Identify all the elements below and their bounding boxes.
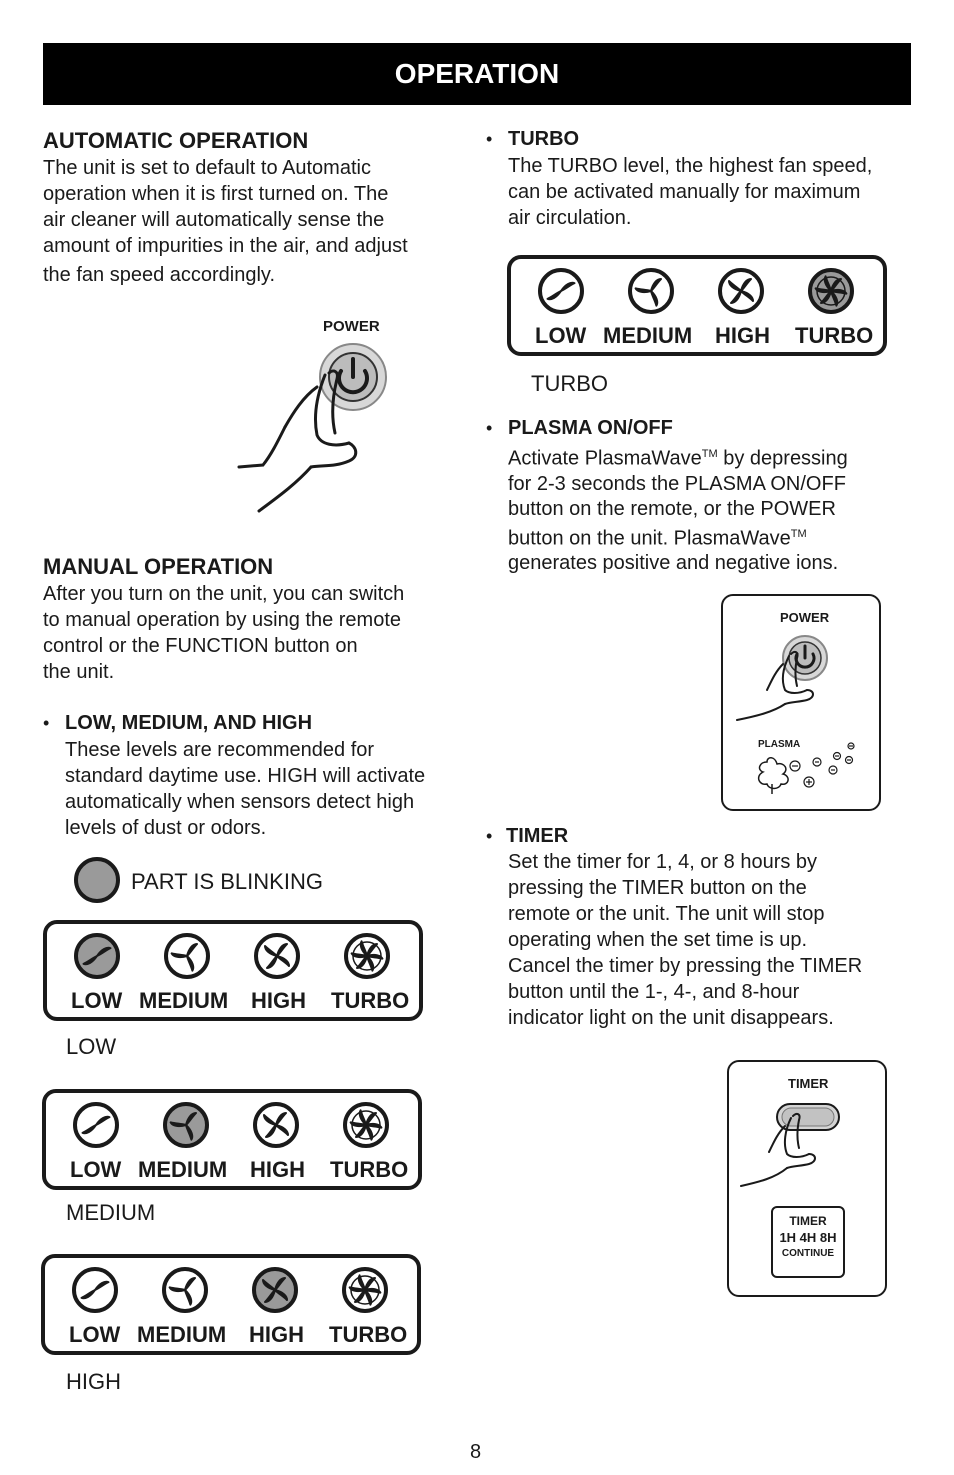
- turbo-fan-label: TURBO: [330, 1157, 409, 1182]
- high-fan-indicator: [253, 932, 301, 985]
- medium-fan-indicator: [163, 932, 211, 985]
- timer-display-panel: [771, 1206, 845, 1278]
- plasma-power-hand: [733, 628, 873, 728]
- turbo-bullet: •: [486, 129, 493, 149]
- timer-line: pressing the TIMER button on the: [508, 877, 807, 899]
- low-fan-label: LOW: [70, 1157, 122, 1182]
- plasma-heading: PLASMA ON/OFF: [508, 417, 673, 439]
- timer-line: Cancel the timer by pressing the TIMER: [508, 955, 863, 977]
- turbo-fan-icon: [341, 1266, 389, 1314]
- timer-line: Set the timer for 1, 4, or 8 hours by: [508, 851, 818, 873]
- automatic-line: operation when it is first turned on. The: [43, 183, 389, 205]
- timer-line: operating when the set time is up.: [508, 929, 808, 951]
- manual-line: the unit.: [43, 661, 115, 683]
- medium-fan-indicator: [161, 1266, 209, 1319]
- lmh-line: These levels are recommended for: [65, 739, 375, 761]
- turbo-fan-icon: [807, 267, 855, 315]
- turbo-fan-indicator: [342, 1101, 390, 1154]
- timer-button-label: TIMER: [788, 1076, 829, 1091]
- low-fan-indicator: [537, 267, 585, 320]
- high-fan-indicator: [717, 267, 765, 320]
- high-fan-icon: [252, 1101, 300, 1149]
- lmh-line: automatically when sensors detect high: [65, 791, 415, 813]
- timer-line: remote or the unit. The unit will stop: [508, 903, 825, 925]
- plasma-line: Activate PlasmaWave™ by depressing: [508, 447, 848, 470]
- low-fan-label: LOW: [535, 323, 587, 348]
- low-fan-icon: [72, 1101, 120, 1149]
- high-fan-icon: [253, 932, 301, 980]
- high-fan-label: HIGH: [250, 1157, 305, 1182]
- high-fan-icon: [251, 1266, 299, 1314]
- timer-heading: TIMER: [506, 825, 569, 847]
- medium-fan-label: MEDIUM: [603, 323, 693, 348]
- turbo-fan-indicator: [343, 932, 391, 985]
- medium-fan-label: MEDIUM: [137, 1322, 227, 1347]
- low-fan-indicator: [73, 932, 121, 985]
- manual-heading: MANUAL OPERATION: [43, 554, 274, 579]
- timer-display-title: TIMER: [789, 1214, 827, 1228]
- timer-display-hours: 1H 4H 8H: [779, 1230, 837, 1245]
- section-banner: [43, 43, 911, 105]
- turbo-fan-indicator: [807, 267, 855, 320]
- turbo-fan-label: TURBO: [331, 988, 410, 1013]
- lmh-bullet: •: [43, 713, 50, 733]
- manual-paragraph: [43, 581, 463, 685]
- ion-symbols: [790, 743, 854, 787]
- plasma-bullet: •: [486, 418, 493, 438]
- lmh-line: levels of dust or odors.: [65, 817, 267, 839]
- turbo-line: air circulation.: [508, 207, 632, 229]
- plasma-line: for 2-3 seconds the PLASMA ON/OFF: [508, 472, 846, 495]
- turbo-line: The TURBO level, the highest fan speed,: [508, 155, 873, 177]
- lmh-paragraph: [65, 737, 465, 841]
- low-fan-label: LOW: [71, 988, 123, 1013]
- timer-paragraph: [508, 849, 918, 1031]
- manual-line: control or the FUNCTION button on: [43, 635, 358, 657]
- medium-fan-icon: [627, 267, 675, 315]
- tree-icon: [759, 758, 788, 794]
- medium-fan-label: MEDIUM: [139, 988, 229, 1013]
- low-fan-icon: [71, 1266, 119, 1314]
- medium-fan-indicator: [162, 1101, 210, 1154]
- manual-line: to manual operation by using the remote: [43, 609, 401, 631]
- plasma-line: button on the remote, or the POWER: [508, 497, 836, 520]
- automatic-line: the fan speed accordingly.: [43, 264, 276, 286]
- high-fan-indicator: [251, 1266, 299, 1319]
- fan-panel-high: [41, 1254, 421, 1355]
- medium-fan-icon: [163, 932, 211, 980]
- turbo-fan-icon: [342, 1101, 390, 1149]
- turbo-line: can be activated manually for maximum: [508, 181, 861, 203]
- plasma-line: generates positive and negative ions.: [508, 552, 839, 575]
- plasma-label: PLASMA: [758, 739, 801, 750]
- fan-panel-low: [43, 920, 423, 1021]
- automatic-heading: AUTOMATIC OPERATION: [43, 128, 309, 153]
- fan-panel-turbo: [507, 255, 887, 356]
- plasma-paragraph: [508, 442, 918, 576]
- high-fan-label: HIGH: [249, 1322, 304, 1347]
- lmh-line: standard daytime use. HIGH will activate: [65, 765, 426, 787]
- automatic-paragraph: [43, 155, 463, 288]
- high-fan-label: HIGH: [715, 323, 770, 348]
- medium-fan-label: MEDIUM: [138, 1157, 228, 1182]
- medium-fan-icon: [161, 1266, 209, 1314]
- turbo-paragraph: [508, 153, 918, 231]
- turbo-fan-label: TURBO: [795, 323, 874, 348]
- medium-fan-indicator: [627, 267, 675, 320]
- plasma-control-illustration: [721, 594, 881, 811]
- timer-line: indicator light on the unit disappears.: [508, 1007, 834, 1029]
- turbo-fan-label: TURBO: [329, 1322, 408, 1347]
- blinking-indicator-icon: [73, 856, 121, 904]
- timer-line: button until the 1-, 4-, and 8-hour: [508, 981, 800, 1003]
- timer-bullet: •: [486, 826, 493, 846]
- medium-fan-icon: [162, 1101, 210, 1149]
- section-title: OPERATION: [394, 58, 560, 89]
- timer-hand-illustration: [737, 1098, 883, 1198]
- automatic-line: amount of impurities in the air, and adjust: [43, 235, 408, 257]
- turbo-heading: TURBO: [508, 128, 580, 150]
- lmh-heading: LOW, MEDIUM, AND HIGH: [65, 712, 313, 734]
- page-number: 8: [470, 1441, 482, 1463]
- plasma-line: button on the unit. PlasmaWave™: [508, 527, 807, 550]
- blinking-legend-label: PART IS BLINKING: [131, 869, 323, 894]
- fan-panel-medium-caption: MEDIUM: [66, 1200, 156, 1225]
- high-fan-icon: [717, 267, 765, 315]
- timer-control-illustration: [727, 1060, 887, 1297]
- low-fan-indicator: [71, 1266, 119, 1319]
- fan-panel-low-caption: LOW: [66, 1034, 117, 1059]
- manual-line: After you turn on the unit, you can switch: [43, 583, 405, 605]
- power-hand-illustration: [225, 335, 395, 515]
- fan-panel-medium: [42, 1089, 422, 1190]
- timer-display-continue: CONTINUE: [781, 1248, 835, 1259]
- high-fan-indicator: [252, 1101, 300, 1154]
- plasma-ions-illustration: [753, 738, 863, 800]
- power-label: POWER: [323, 318, 380, 335]
- high-fan-label: HIGH: [251, 988, 306, 1013]
- plasma-power-label: POWER: [780, 610, 830, 625]
- turbo-fan-icon: [343, 932, 391, 980]
- automatic-line: air cleaner will automatically sense the: [43, 209, 385, 231]
- fan-panel-high-caption: HIGH: [66, 1369, 121, 1394]
- low-fan-icon: [537, 267, 585, 315]
- low-fan-indicator: [72, 1101, 120, 1154]
- low-fan-label: LOW: [69, 1322, 121, 1347]
- low-fan-icon: [73, 932, 121, 980]
- fan-panel-turbo-caption: TURBO: [531, 371, 608, 396]
- turbo-fan-indicator: [341, 1266, 389, 1319]
- automatic-line: The unit is set to default to Automatic: [43, 157, 371, 179]
